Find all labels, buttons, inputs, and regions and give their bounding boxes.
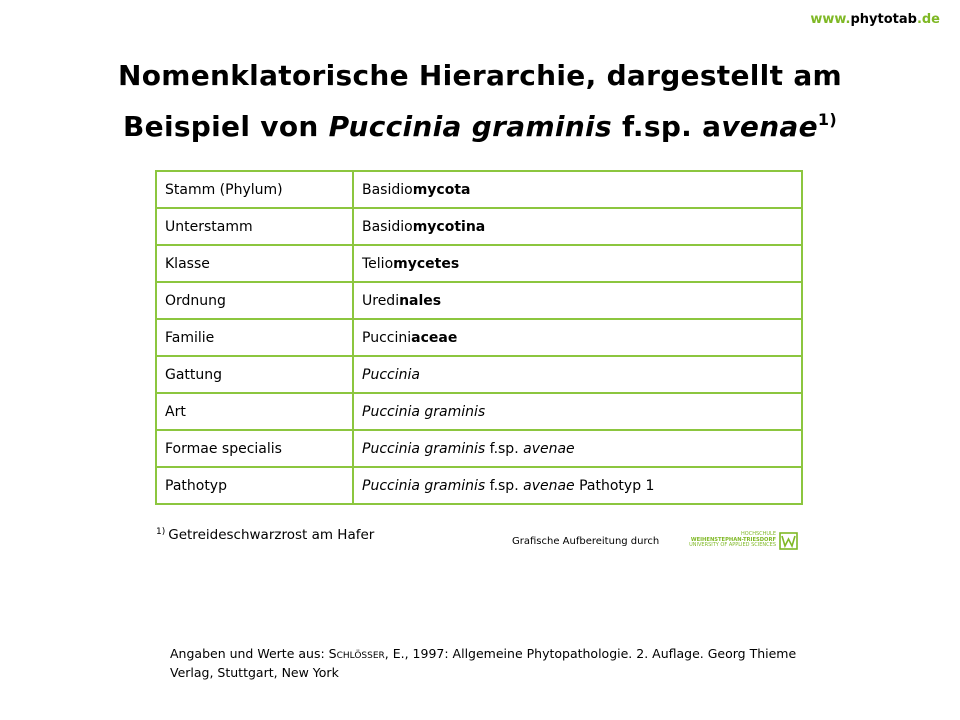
- table-row: [156, 171, 802, 208]
- taxon-form: avenae: [523, 477, 575, 494]
- taxon-fsp: f.sp.: [485, 477, 524, 494]
- taxon-cell: [353, 282, 802, 319]
- title-line-1: Nomenklatorische Hierarchie, dargestellt am: [117, 59, 842, 92]
- title-form: venae: [721, 110, 818, 143]
- taxon-fsp: f.sp.: [485, 440, 524, 457]
- university-logo-icon: [779, 532, 799, 551]
- taxon-name: Puccinia: [362, 366, 420, 383]
- credit-text: Grafische Aufbereitung durch: [512, 536, 660, 547]
- title-line-2: [80, 98, 880, 149]
- rank-cell: Ordnung: [156, 282, 353, 319]
- table-row: [156, 245, 802, 282]
- title-prefix: Beispiel von: [123, 110, 329, 143]
- taxon-form: avenae: [523, 440, 575, 457]
- table-row: [156, 208, 802, 245]
- taxon-cell: [353, 319, 802, 356]
- title-fsp: f.sp. a: [611, 110, 722, 143]
- logo-line-2: WEIHENSTEPHAN-TRIESDORF: [690, 536, 776, 543]
- table-row: [156, 467, 802, 504]
- source-reference: [170, 644, 810, 682]
- title-species: Puccinia graminis: [328, 110, 612, 143]
- rank-cell: Art: [156, 393, 353, 430]
- rank-cell: Familie: [156, 319, 353, 356]
- taxon-stem: Uredi: [362, 292, 400, 309]
- site-url-tld: .de: [916, 12, 940, 27]
- taxon-stem: Basidio: [362, 218, 413, 235]
- taxon-cell: [353, 430, 802, 467]
- taxon-cell: [353, 171, 802, 208]
- taxon-suffix: nales: [399, 292, 442, 309]
- taxon-cell: [353, 393, 802, 430]
- rank-cell: Pathotyp: [156, 467, 353, 504]
- title-footnote-ref: 1): [817, 110, 837, 129]
- hierarchy-table: [155, 170, 803, 505]
- source-rest: , E., 1997: Allgemeine Phytopathologie. 2. Auflage. Georg Thieme Verlag, Stuttgart, New York: [170, 646, 797, 680]
- taxon-stem: Puccini: [362, 329, 412, 346]
- university-logo-text: [684, 532, 776, 549]
- taxon-name: Puccinia graminis: [362, 440, 486, 457]
- logo-line-3: UNIVERSITY OF APPLIED SCIENCES: [689, 542, 776, 548]
- footnote-text: Getreideschwarzrost am Hafer: [168, 527, 375, 543]
- rank-cell: Klasse: [156, 245, 353, 282]
- table-row: [156, 356, 802, 393]
- site-url-name: phytotab: [850, 12, 917, 27]
- rank-cell: Stamm (Phylum): [156, 171, 353, 208]
- table-row: [156, 282, 802, 319]
- taxon-cell: [353, 208, 802, 245]
- taxon-stem: Telio: [362, 255, 394, 272]
- table-row: [156, 319, 802, 356]
- source-author: Schlösser: [328, 646, 385, 661]
- rank-cell: Gattung: [156, 356, 353, 393]
- site-url[interactable]: [810, 12, 940, 27]
- page-title: [80, 54, 880, 149]
- site-url-www: www.: [810, 12, 851, 27]
- taxon-name: Puccinia graminis: [362, 403, 486, 420]
- footnote-ref: 1): [156, 527, 166, 537]
- taxon-suffix: mycotina: [412, 218, 486, 235]
- logo-line-1: HOCHSCHULE: [741, 531, 776, 537]
- taxon-suffix: mycota: [412, 181, 471, 198]
- rank-cell: Formae specialis: [156, 430, 353, 467]
- table-row: [156, 393, 802, 430]
- taxon-suffix: aceae: [411, 329, 458, 346]
- source-prefix: Angaben und Werte aus:: [170, 646, 329, 661]
- taxon-cell: [353, 245, 802, 282]
- table-row: [156, 430, 802, 467]
- taxon-stem: Basidio: [362, 181, 413, 198]
- taxon-name: Puccinia graminis: [362, 477, 486, 494]
- taxon-cell: [353, 467, 802, 504]
- rank-cell: Unterstamm: [156, 208, 353, 245]
- taxon-cell: [353, 356, 802, 393]
- taxon-extra: Pathotyp 1: [574, 477, 655, 494]
- taxon-suffix: mycetes: [393, 255, 460, 272]
- footnote: [156, 527, 374, 543]
